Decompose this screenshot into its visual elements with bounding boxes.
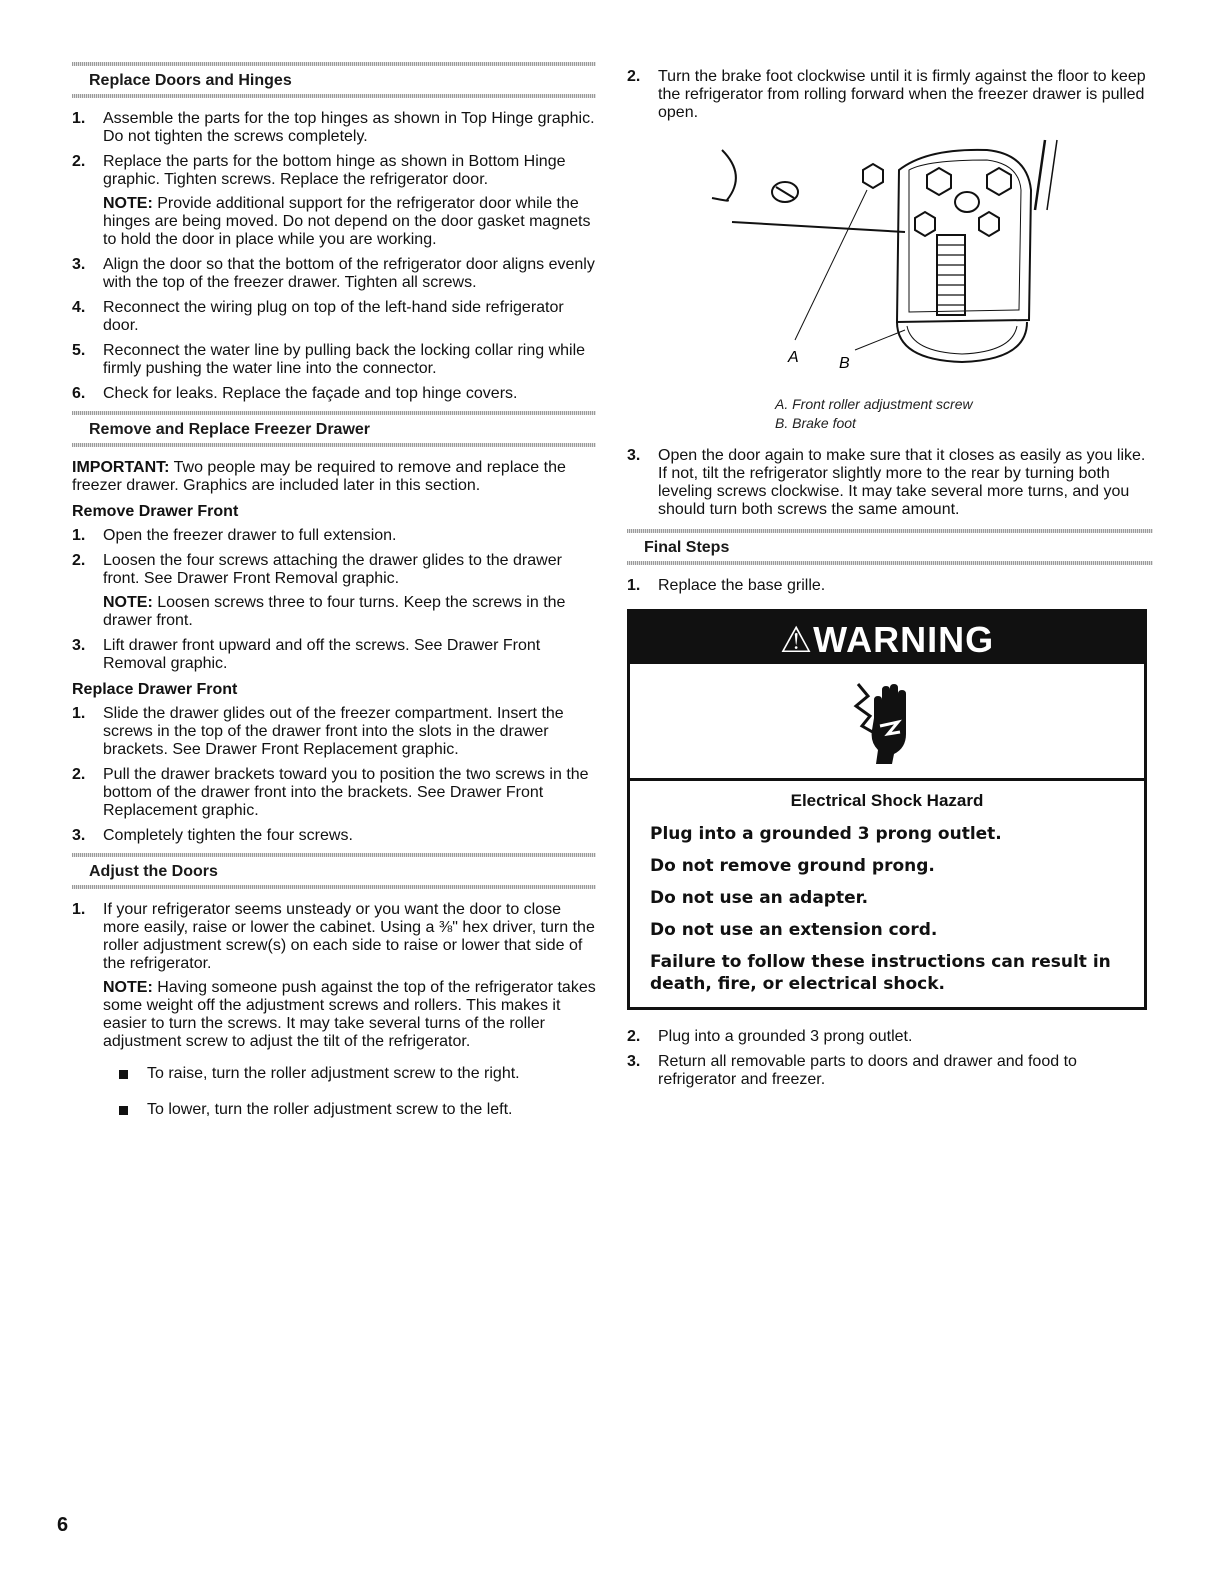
brake-foot-illustration [627,130,1153,395]
list-item: 2. Turn the brake foot clockwise until it is firmly against the floor to keep the refrigerator from rolling forward when the freezer drawer is pulled open. [627,68,1146,121]
subheading-remove-drawer-front: Remove Drawer Front [72,503,239,520]
list-item: 1. If your refrigerator seems unsteady or you want the door to close more easily, raise or lower the cabinet. Using a ⅜" hex driver, turn the roller adjustment screw(s) on each side to raise or lower that side of the refrigerator. NOTE: Having someone push against the top of the refrigerator takes some weight off the adjustment screws and rollers. This makes it easier to turn the screws. It may take several turns of the roller adjustment screw to adjust the tilt of the refrigerator. To raise, turn the roller adjustment screw to the right. To lower, turn the roller adjustment screw to the left. [72,901,596,1118]
final-steps-after [627,1028,1153,1089]
right-column [627,68,1153,1097]
list-item: 2. Loosen the four screws attaching the drawer glides to the drawer front. See Drawer Front Removal graphic. NOTE: Loosen screws three to four turns. Keep the screws in the drawer front. [72,552,596,630]
warning-header: ⚠WARNING [630,612,1144,664]
remove-front-steps [72,527,596,673]
list-item: 4. Reconnect the wiring plug on top of the left-hand side refrigerator door. [72,299,564,334]
list-item: 3. Lift drawer front upward and off the screws. See Drawer Front Removal graphic. [72,637,541,672]
brake-steps [627,68,1153,122]
door-check-steps [627,447,1153,519]
list-item: 2. Plug into a grounded 3 prong outlet. [627,1028,913,1045]
section-heading-adjust-doors: Adjust the Doors [72,853,596,889]
warning-line: Do not use an extension cord. [650,920,938,940]
list-item: 1. Replace the base grille. [627,577,826,594]
final-steps-before [627,577,1153,595]
list-item: 3. Open the door again to make sure that it closes as easily as you like. If not, tilt the refrigerator slightly more to the rear by turning both leveling screws clockwise. It may take several more turns, and you should turn both screws the same amount. [627,447,1146,518]
warning-title: Electrical Shock Hazard [790,791,984,810]
roller-brake-diagram [627,130,1153,395]
adjust-doors-steps [72,901,596,1119]
list-item: 5. Reconnect the water line by pulling back the locking collar ring while firmly pushing the water line into the connector. [72,342,586,377]
label-a: A [788,349,799,366]
warning-line: Plug into a grounded 3 prong outlet. [650,824,1002,844]
list-item: 1. Slide the drawer glides out of the freezer compartment. Insert the screws in the top of the drawer front into the slots in the drawer brackets. See Drawer Front Replacement graphic. [72,705,564,758]
note: NOTE: Loosen screws three to four turns. Keep the screws in the drawer front. [103,594,566,629]
replace-front-steps [72,705,596,845]
note: NOTE: Provide additional support for the refrigerator door while the hinges are being moved. Do not depend on the door gasket magnets to hold the door in place while you are working. [103,195,591,248]
list-item: 1. Assemble the parts for the top hinges as shown in Top Hinge graphic. Do not tighten the screws completely. [72,110,595,145]
replace-doors-steps [72,110,596,403]
list-item: 2. Pull the drawer brackets toward you to position the two screws in the bottom of the drawer front into the brackets. See Drawer Front Replacement graphic. [72,766,589,819]
label-b: B [839,355,850,372]
section-heading-replace-doors: Replace Doors and Hinges [72,62,596,98]
electrical-shock-hand-icon [630,664,1144,781]
list-item: 1. Open the freezer drawer to full extension. [72,527,397,544]
list-item: 3. Completely tighten the four screws. [72,827,353,844]
warning-line: Do not remove ground prong. [650,856,935,876]
list-item: 3. Return all removable parts to doors and drawer and food to refrigerator and freezer. [627,1053,1077,1088]
section-heading-final-steps: Final Steps [627,529,1153,565]
list-item: 6. Check for leaks. Replace the façade and top hinge covers. [72,385,518,402]
subheading-replace-drawer-front: Replace Drawer Front [72,681,238,698]
bullet-item: To lower, turn the roller adjustment screw to the left. [119,1101,596,1119]
page-number: 6 [57,1514,69,1536]
list-item: 2. Replace the parts for the bottom hinge as shown in Bottom Hinge graphic. Tighten screws. Replace the refrigerator door. NOTE: Provide additional support for the refrigerator door while the hinges are being moved. Do not depend on the door gasket magnets to hold the door in place while you are working. [72,153,596,249]
bullet-list [103,1065,596,1119]
list-item: 3. Align the door so that the bottom of the refrigerator door aligns evenly with the top of the freezer drawer. Tighten all screws. [72,256,595,291]
warning-line: Failure to follow these instructions can result in death, fire, or electrical shock. [650,952,1111,994]
section-heading-freezer-drawer: Remove and Replace Freezer Drawer [72,411,596,447]
left-column [72,62,596,1137]
important-note: IMPORTANT: Two people may be required to remove and replace the freezer drawer. Graphics are included later in this section. [72,459,566,494]
warning-box [627,609,1147,1010]
bullet-item: To raise, turn the roller adjustment screw to the right. [119,1065,596,1083]
figure-caption-b: B. Brake foot [775,415,856,431]
bullet-square-icon [119,1106,128,1115]
note: NOTE: Having someone push against the top of the refrigerator takes some weight off the adjustment screws and rollers. This makes it easier to turn the screws. It may take several turns of the roller adjustment screw to adjust the tilt of the refrigerator. [103,979,596,1050]
warning-line: Do not use an adapter. [650,888,869,908]
figure-caption-a: A. Front roller adjustment screw [775,396,973,412]
warning-body [630,781,1144,1007]
bullet-square-icon [119,1070,128,1079]
